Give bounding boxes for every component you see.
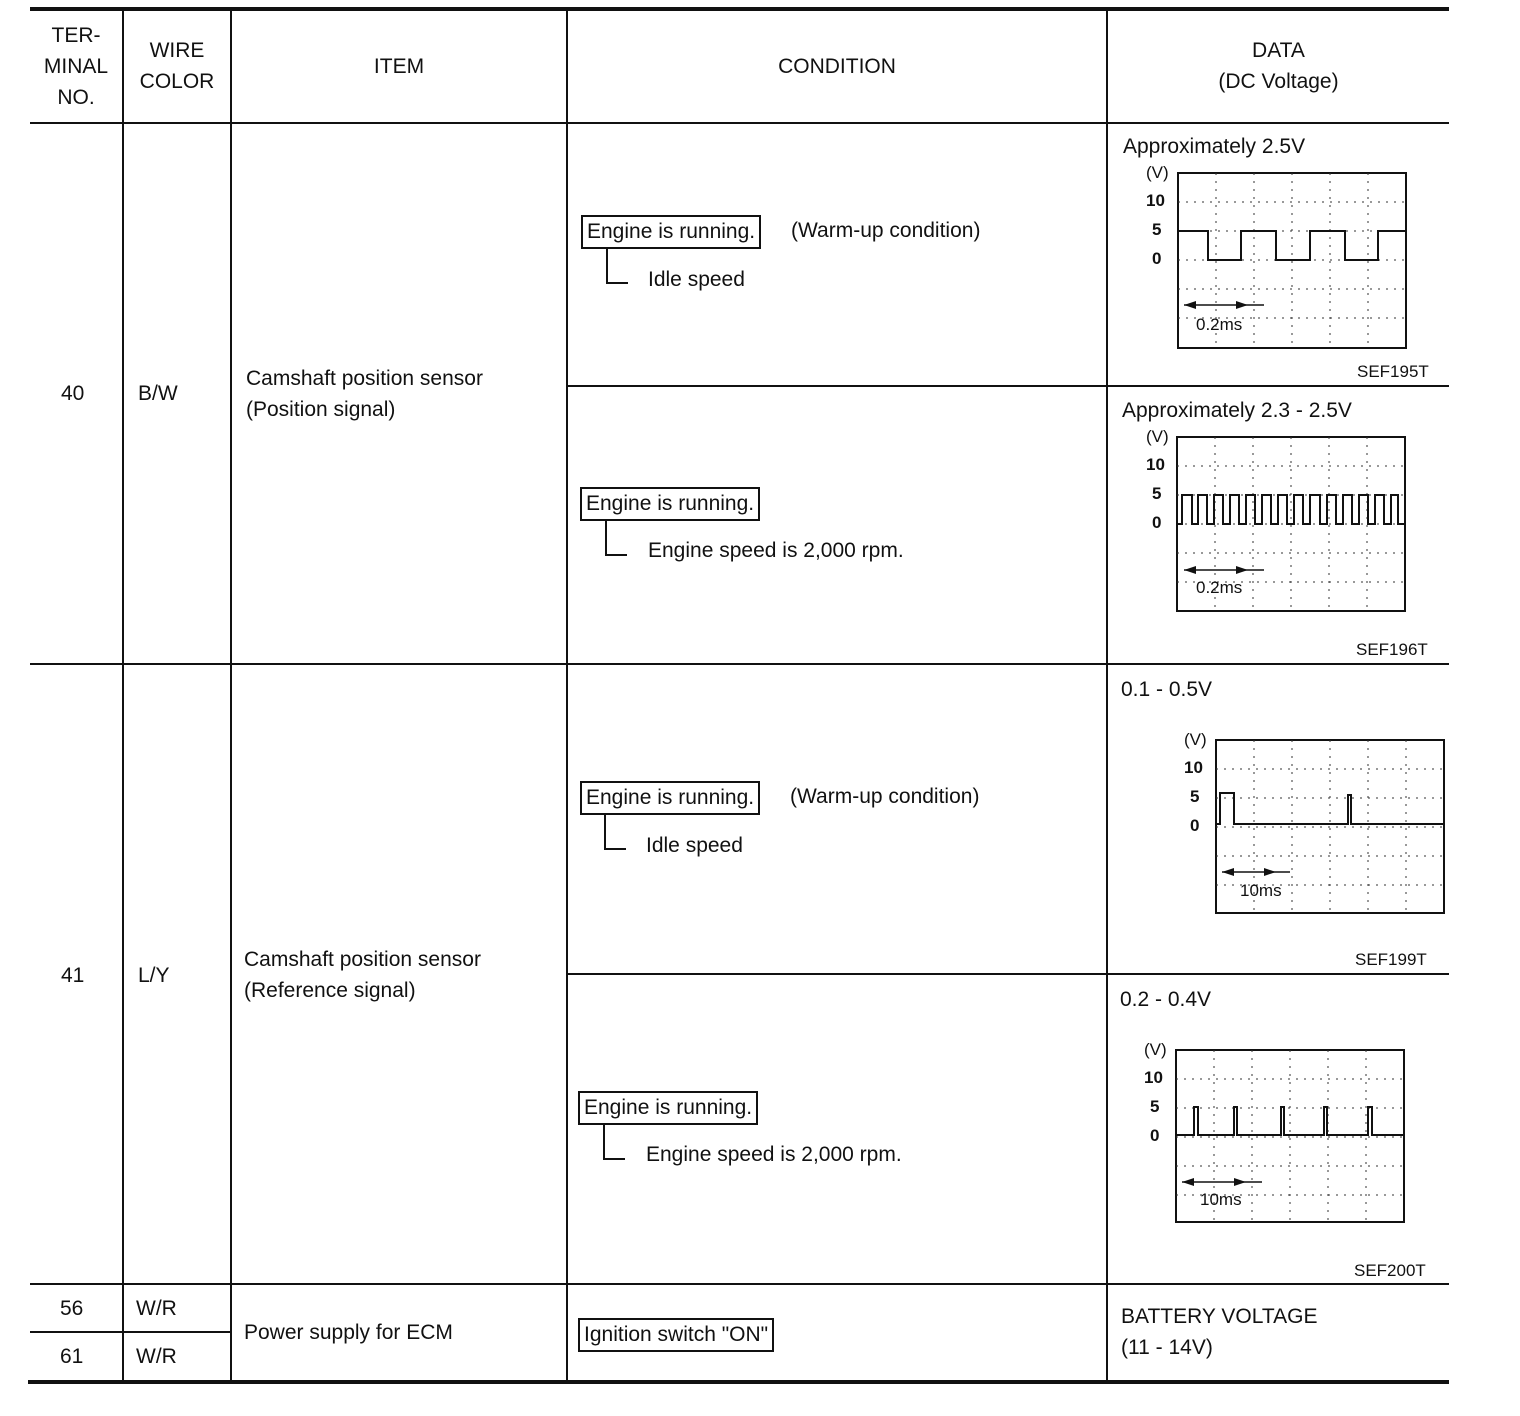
scope-tick-5: 5 — [1150, 1097, 1160, 1116]
wire-56: W/R — [136, 1297, 177, 1320]
condition-40b-boxed: Engine is running. — [580, 487, 760, 521]
condition-41b-bracket — [603, 1125, 625, 1160]
data-56-line1: BATTERY VOLTAGE — [1121, 1305, 1318, 1328]
condition-41a-bracket — [604, 815, 626, 850]
scope-tick-10: 10 — [1144, 1068, 1163, 1087]
header-bottom-rule — [30, 122, 1449, 124]
header-terminal-line3: NO. — [57, 86, 95, 109]
col-divider-2 — [230, 9, 232, 1382]
condition-40a-sub: Idle speed — [648, 268, 745, 291]
scope-tick-5: 5 — [1152, 484, 1162, 503]
row-40-bottom-rule — [30, 663, 1449, 665]
terminal-41: 41 — [61, 964, 85, 987]
item-40-line1: Camshaft position sensor — [246, 367, 483, 390]
condition-40a-boxed: Engine is running. — [581, 215, 761, 249]
scope-tick-5: 5 — [1152, 220, 1162, 239]
wire-41: L/Y — [138, 964, 170, 987]
scope-tick-0: 0 — [1152, 249, 1162, 268]
scope-time-label: 0.2ms — [1196, 315, 1243, 334]
item-40-line2: (Position signal) — [246, 398, 396, 421]
item-41-line1: Camshaft position sensor — [244, 948, 481, 971]
header-terminal-line2: MINAL — [43, 55, 109, 78]
terminal-56: 56 — [60, 1297, 84, 1320]
scope-sef199t — [1178, 727, 1450, 952]
row-41-bottom-rule — [30, 1283, 1449, 1285]
item-56-61: Power supply for ECM — [244, 1321, 453, 1344]
scope-sef196t — [1140, 424, 1440, 649]
scope-tick-10: 10 — [1146, 191, 1165, 210]
header-data-line1: DATA — [1252, 39, 1305, 62]
data-40a-text: Approximately 2.5V — [1123, 135, 1306, 158]
wire-40: B/W — [138, 382, 178, 405]
scope-time-label: 0.2ms — [1196, 578, 1243, 597]
condition-41b-boxed: Engine is running. — [578, 1091, 758, 1125]
header-wire-line2: COLOR — [139, 70, 215, 93]
terminal-56-61-divider — [30, 1331, 230, 1333]
ref-code-sef199t: SEF199T — [1355, 950, 1427, 969]
ref-code-sef200t: SEF200T — [1354, 1261, 1426, 1280]
header-terminal-line1: TER- — [51, 24, 101, 47]
scope-unit-label: (V) — [1146, 163, 1169, 182]
scope-tick-0: 0 — [1152, 513, 1162, 532]
header-data — [1108, 35, 1449, 97]
scope-sef200t — [1138, 1037, 1438, 1262]
col-divider-1 — [122, 9, 124, 1382]
data-56-line2: (11 - 14V) — [1121, 1336, 1213, 1359]
scope-unit-label: (V) — [1144, 1040, 1167, 1059]
header-wire-line1: WIRE — [149, 39, 205, 62]
data-40b-text: Approximately 2.3 - 2.5V — [1122, 399, 1352, 422]
row-41-condition-divider — [567, 973, 1449, 975]
condition-41a-boxed: Engine is running. — [580, 781, 760, 815]
header-data-line2: (DC Voltage) — [1218, 70, 1339, 93]
condition-41a-sub: Idle speed — [646, 834, 743, 857]
item-41-line2: (Reference signal) — [244, 979, 416, 1002]
scope-time-label: 10ms — [1200, 1190, 1242, 1209]
header-wire-color — [124, 35, 230, 97]
terminal-40: 40 — [61, 382, 85, 405]
ref-code-sef195t: SEF195T — [1357, 362, 1429, 381]
scope-tick-10: 10 — [1184, 758, 1203, 777]
condition-40b-bracket — [605, 521, 627, 556]
condition-40a-bracket — [606, 249, 628, 284]
condition-41b-sub: Engine speed is 2,000 rpm. — [646, 1143, 902, 1166]
condition-40b-sub: Engine speed is 2,000 rpm. — [648, 539, 904, 562]
table-bottom-rule — [28, 1380, 1449, 1384]
header-condition: CONDITION — [778, 55, 896, 78]
col-divider-4 — [1106, 9, 1108, 1382]
scope-time-label: 10ms — [1240, 881, 1282, 900]
scope-sef195t — [1140, 160, 1440, 385]
scope-unit-label: (V) — [1146, 427, 1169, 446]
terminal-61: 61 — [60, 1345, 84, 1368]
row-40-condition-divider — [567, 385, 1449, 387]
scope-unit-label: (V) — [1184, 730, 1207, 749]
condition-56-boxed: Ignition switch "ON" — [578, 1318, 774, 1352]
col-divider-3 — [566, 9, 568, 1382]
header-item: ITEM — [373, 55, 425, 78]
scope-tick-0: 0 — [1150, 1126, 1160, 1145]
condition-40a-extra: (Warm-up condition) — [791, 219, 981, 242]
wire-61: W/R — [136, 1345, 177, 1368]
data-41a-text: 0.1 - 0.5V — [1121, 678, 1213, 701]
table-top-rule — [30, 7, 1449, 11]
data-41b-text: 0.2 - 0.4V — [1120, 988, 1212, 1011]
header-terminal — [30, 20, 122, 113]
condition-41a-extra: (Warm-up condition) — [790, 785, 980, 808]
ref-code-sef196t: SEF196T — [1356, 640, 1428, 659]
scope-tick-10: 10 — [1146, 455, 1165, 474]
scope-tick-0: 0 — [1190, 816, 1200, 835]
scope-tick-5: 5 — [1190, 787, 1200, 806]
